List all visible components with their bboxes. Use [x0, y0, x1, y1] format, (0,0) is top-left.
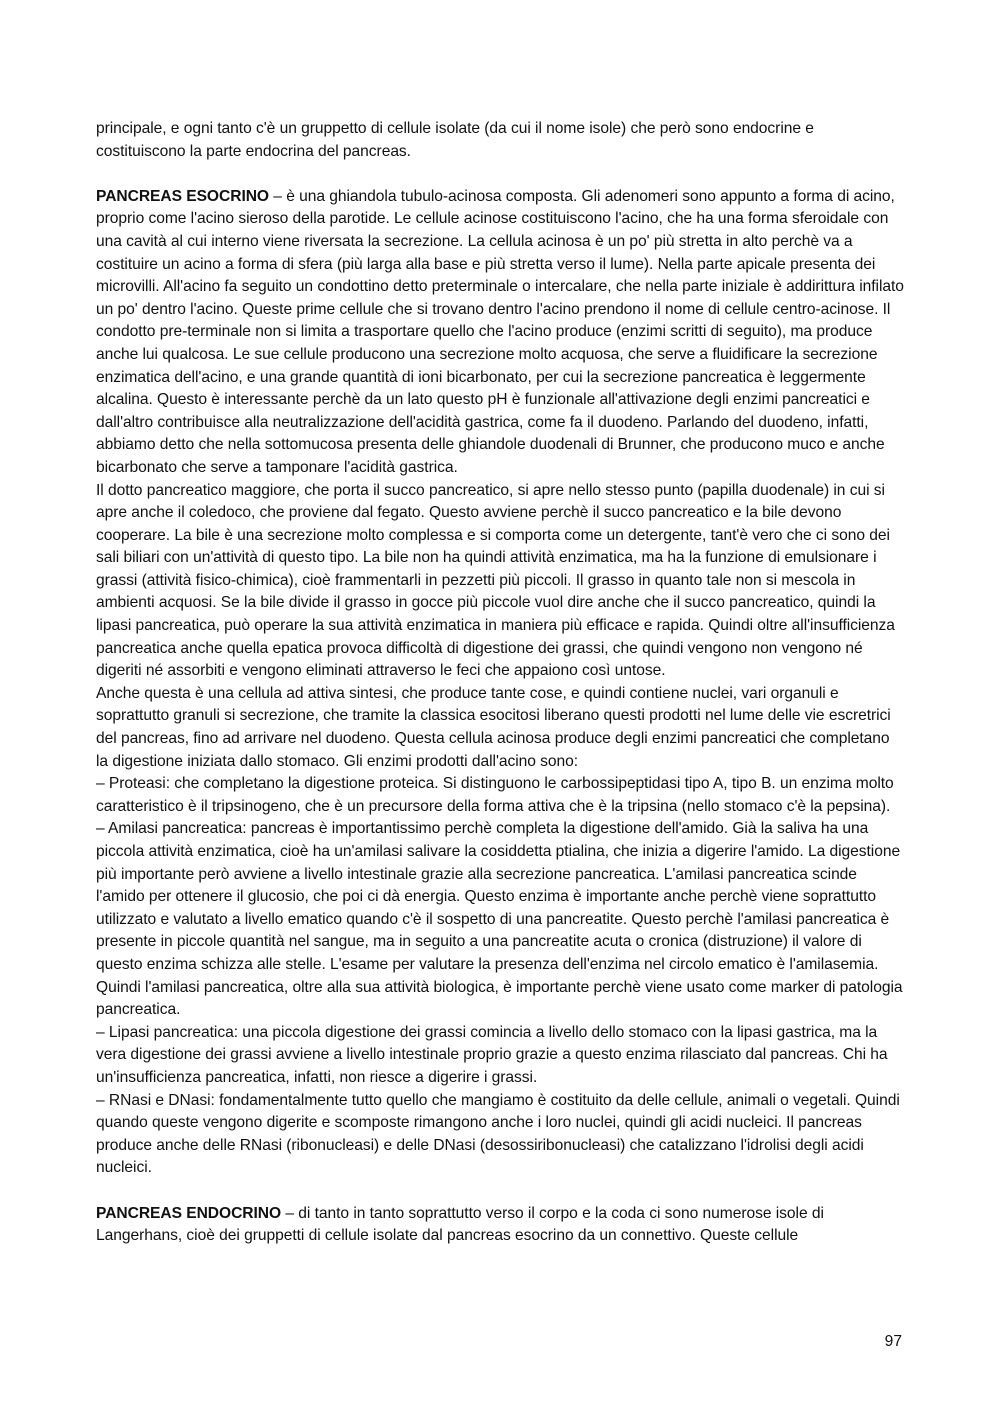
page-number: 97 — [884, 1333, 902, 1350]
endocrine-heading: PANCREAS ENDOCRINO — [96, 1204, 282, 1222]
exocrine-paragraph-1 — [96, 186, 904, 480]
paragraph-gap — [96, 1180, 904, 1203]
paragraph-gap — [96, 163, 904, 186]
enzyme-list-item-proteasi: – Proteasi: che completano la digestione proteica. Si distinguono le carbossipeptidasi tipo A, tipo B. un enzima molto caratteristico è il tripsinogeno, che è un precursore della forma attiva che è la tripsina (nello stomaco c'è la pepsina). — [96, 775, 894, 815]
exocrine-heading: PANCREAS ESOCRINO — [96, 187, 270, 205]
exocrine-paragraph-3: Anche questa è una cellula ad attiva sintesi, che produce tante cose, e quindi contiene nuclei, vari organuli e soprattutto granuli si secrezione, che tramite la classica esocitosi liberano questi prodotti nel lume delle vie escretrici del pancreas, fino ad arrivare nel duodeno. Questa cellula acinosa produce degli enzimi pancreatici che completano la digestione iniziata dallo stomaco. Gli enzimi prodotti dall'acino sono: — [96, 684, 891, 770]
exocrine-text-1: – è una ghiandola tubulo-acinosa composta. Gli adenomeri sono appunto a forma di acino, proprio come l'acino sieroso della parotide. Le cellule acinose costituiscono l'acino, che ha una forma sferoidale con una cavità al cui interno viene riversata la secrezione. La cellula acinosa è un po' più stretta in alto perchè va a costituire un acino a forma di sfera (più larga alla base e più stretta verso il lume). Nella parte apicale presenta dei microvilli. All'acino fa seguito un condottino detto preterminale o intercalare, che nella parte iniziale è addirittura infilato un po' dentro l'acino. Queste prime cellule che si trovano dentro l'acino prendono il nome di cellule centro-acinose. Il condotto pre-terminale non si limita a trasportare quello che l'acino produce (enzimi scritti di seguito), ma produce anche lui qualcosa. Le sue cellule producono una secrezione molto acquosa, che serve a fluidificare la secrezione enzimatica dell'acino, e una grande quantità di ioni bicarbonato, per cui la secrezione pancreatica è leggermente alcalina. Questo è interessante perchè da un lato questo pH è funzionale all'attivazione degli enzimi pancreatici e dall'altro contribuisce alla neutralizzazione dell'acidità gastrica, come fa il duodeno. Parlando del duodeno, infatti, abbiamo detto che nella sottomucosa presenta delle ghiandole duodenali di Brunner, che producono muco e anche bicarbonato che serve a tamponare l'acidità gastrica. — [96, 187, 904, 476]
document-body — [96, 118, 904, 1248]
endocrine-text: – di tanto in tanto soprattutto verso il corpo e la coda ci sono numerose isole di Langerhans, cioè dei gruppetti di cellule isolate dal pancreas esocrino da un connettivo. Queste cellule — [96, 1204, 824, 1245]
enzyme-list-item-nucleasi: – RNasi e DNasi: fondamentalmente tutto quello che mangiamo è costituito da delle cellule, animali o vegetali. Quindi quando queste vengono digerite e scomposte rimangono anche i loro nuclei, quindi gli acidi nucleici. Il pancreas produce anche delle RNasi (ribonucleasi) e delle DNasi (desossiribonucleasi) che catalizzano l'idrolisi degli acidi nucleici. — [96, 1091, 900, 1177]
enzyme-list-item-lipasi: – Lipasi pancreatica: una piccola digestione dei grassi comincia a livello dello stomaco con la lipasi gastrica, ma la vera digestione dei grassi avviene a livello intestinale proprio grazie a questo enzima rilasciato dal pancreas. Chi ha un'insufficienza pancreatica, infatti, non riesce a digerire i grassi. — [96, 1023, 888, 1086]
exocrine-paragraph-2: Il dotto pancreatico maggiore, che porta il succo pancreatico, si apre nello stesso punto (papilla duodenale) in cui si apre anche il coledoco, che proviene dal fegato. Questo avviene perchè il succo pancreatico e la bile devono cooperare. La bile è una secrezione molto complessa e si comporta come un detergente, tant'è vero che ci sono dei sali biliari con un'attività di questo tipo. La bile non ha quindi attività enzimatica, ma ha la funzione di emulsionare i grassi (attività fisico-chimica), cioè frammentarli in pezzetti più piccoli. Il grasso in quanto tale non si mescola in ambienti acquosi. Se la bile divide il grasso in gocce più piccole vuol dire anche che il succo pancreatico, quindi la lipasi pancreatica, può operare la sua attività enzimatica in maniera più efficace e rapida. Quindi oltre all'insufficienza pancreatica anche quella epatica provoca difficoltà di digestione dei grassi, che quindi vengono non vengono né digeriti né assorbiti e vengono eliminati attraverso le feci che appaiono così untose. — [96, 481, 895, 680]
enzyme-list-item-amilasi: – Amilasi pancreatica: pancreas è importantissimo perchè completa la digestione dell'amido. Già la saliva ha una piccola attività enzimatica, cioè ha un'amilasi salivare la cosiddetta ptialina, che inizia a digerire l'amido. La digestione più importante però avviene a livello intestinale grazie alla secrezione pancreatica. L'amilasi pancreatica scinde l'amido per ottenere il glucosio, che poi ci dà energia. Questo enzima è importante anche perchè viene soprattutto utilizzato e valutato a livello ematico quando c'è il sospetto di una pancreatite. Questo perchè l'amilasi pancreatica è presente in piccole quantità nel sangue, ma in seguito a una pancreatite acuta o cronica (distruzione) il valore di questo enzima schizza alle stelle. L'esame per valutare la presenza dell'enzima nel circolo ematico è l'amilasemia. Quindi l'amilasi pancreatica, oltre alla sua attività biologica, è importante perchè viene usato come marker di patologia pancreatica. — [96, 820, 903, 1019]
intro-paragraph: principale, e ogni tanto c'è un gruppetto di cellule isolate (da cui il nome isole) che però sono endocrine e costituiscono la parte endocrina del pancreas. — [96, 120, 814, 160]
endocrine-paragraph — [96, 1203, 904, 1248]
